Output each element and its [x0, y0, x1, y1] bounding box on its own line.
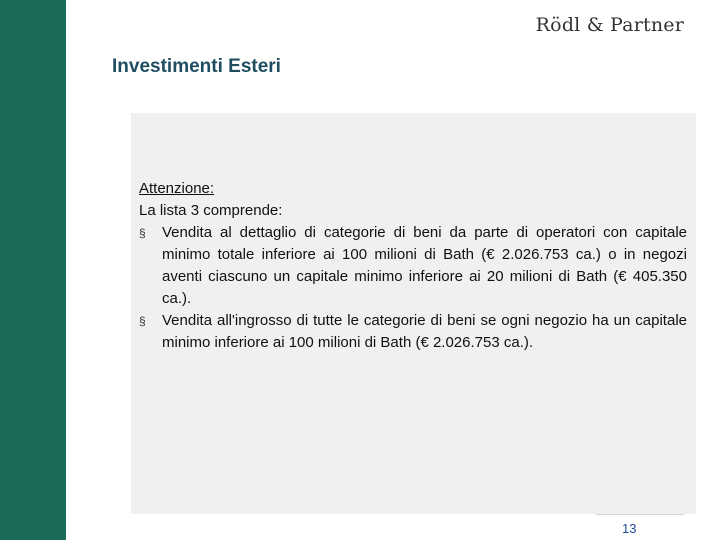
bullet-list — [139, 222, 687, 354]
footer-divider — [596, 514, 684, 515]
text-block — [139, 178, 687, 354]
list-item — [139, 310, 687, 354]
bullet-icon: § — [139, 226, 146, 240]
list-item-text: Vendita all'ingrosso di tutte le categorie di beni se ogni negozio ha un capitale minimo inferiore ai 100 milioni di Bath (€ 2.026.753 ca.). — [162, 312, 687, 351]
company-logo: Rödl & Partner — [535, 14, 684, 36]
intro-text: La lista 3 comprende: — [139, 202, 283, 219]
slide-title: Investimenti Esteri — [112, 56, 281, 77]
bullet-icon: § — [139, 314, 146, 328]
page-number: 13 — [622, 521, 637, 536]
side-band — [0, 0, 66, 540]
list-item — [139, 222, 687, 310]
list-item-text: Vendita al dettaglio di categorie di beni da parte di operatori con capitale minimo totale inferiore ai 100 milioni di Bath (€ 2.026.753 ca.) o in negozi aventi ciascuno un capitale minimo inferiore ai 20 milioni di Bath (€ 405.350 ca.). — [162, 224, 687, 307]
note-heading: Attenzione: — [139, 180, 215, 197]
